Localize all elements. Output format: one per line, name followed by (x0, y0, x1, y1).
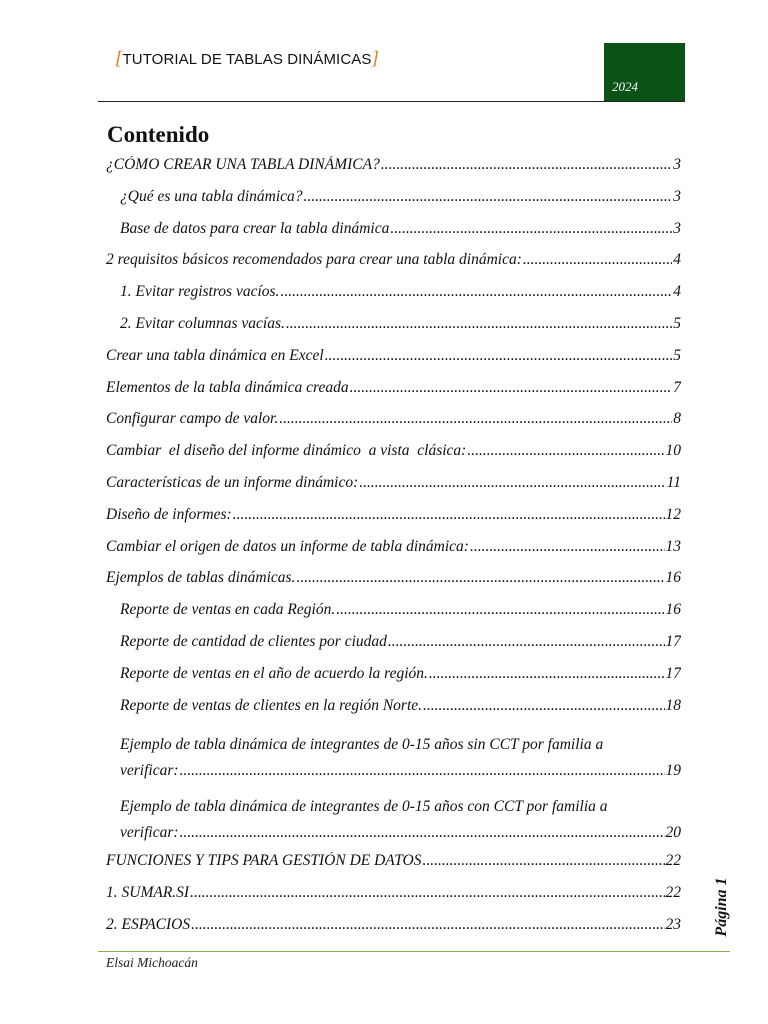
toc-entry-text: FUNCIONES Y TIPS PARA GESTIÓN DE DATOS (106, 852, 422, 870)
toc-leader-dots (286, 315, 672, 333)
toc-entry[interactable] (106, 442, 681, 474)
footer-divider (98, 951, 730, 952)
toc-heading: Contenido (107, 122, 210, 147)
toc-page-number: 16 (665, 569, 681, 587)
toc-entry-text: Configurar campo de valor. (106, 410, 279, 428)
toc-page-number: 4 (673, 283, 681, 301)
toc-entry[interactable] (106, 538, 681, 570)
toc-leader-dots (191, 916, 664, 934)
toc-page-number: 19 (665, 762, 681, 780)
toc-leader-dots (429, 665, 665, 683)
toc-page-number: 3 (673, 187, 681, 205)
toc-entry-text: 2 requisitos básicos recomendados para crear una tabla dinámica: (106, 251, 522, 269)
toc-page-number: 11 (666, 473, 681, 491)
toc-page-number: 3 (673, 219, 681, 237)
toc-entry-text-continued: verificar: (120, 762, 179, 780)
toc-entry-text-continued: verificar: (120, 824, 179, 842)
toc-entry-text: Reporte de ventas en el año de acuerdo la región. (120, 664, 428, 682)
toc-page-number: 8 (673, 410, 681, 428)
toc-entry[interactable] (106, 697, 681, 729)
toc-entry-text: Crear una tabla dinámica en Excel (106, 346, 324, 364)
toc-page-number: 22 (665, 884, 681, 902)
toc-leader-dots (279, 410, 672, 428)
toc-page-number: 17 (665, 664, 681, 682)
table-of-contents (106, 156, 681, 948)
header-divider (98, 101, 685, 102)
toc-leader-dots (280, 283, 672, 301)
toc-page-number: 22 (665, 852, 681, 870)
toc-leader-dots (180, 758, 665, 784)
toc-entry[interactable] (106, 156, 681, 188)
toc-page-number: 16 (665, 601, 681, 619)
toc-entry[interactable] (106, 283, 681, 315)
toc-leader-dots (470, 538, 665, 556)
toc-entry[interactable] (106, 601, 681, 633)
toc-page-number: 20 (665, 824, 681, 842)
toc-entry[interactable] (106, 379, 681, 411)
toc-entry[interactable] (106, 665, 681, 697)
toc-entry[interactable] (106, 410, 681, 442)
toc-page-number: 13 (665, 537, 681, 555)
document-header-title (115, 48, 379, 70)
toc-page-number: 5 (673, 346, 681, 364)
toc-page-number: 23 (665, 915, 681, 933)
toc-leader-dots (336, 601, 664, 619)
toc-entry[interactable] (106, 569, 681, 601)
toc-leader-dots (350, 379, 673, 397)
toc-entry-text: 1. Evitar registros vacíos. (120, 283, 280, 301)
toc-entry[interactable] (106, 220, 681, 252)
toc-entry-text: Diseño de informes: (106, 505, 232, 523)
toc-leader-dots (523, 251, 672, 269)
toc-entry-text: Elementos de la tabla dinámica creada (106, 378, 349, 396)
toc-leader-dots (233, 506, 665, 524)
toc-leader-dots (180, 820, 665, 846)
toc-leader-dots (359, 474, 665, 492)
toc-entry[interactable] (106, 916, 681, 948)
toc-leader-dots (467, 442, 664, 460)
toc-entry[interactable] (106, 315, 681, 347)
page-number-label: Página 1 (713, 877, 730, 937)
toc-entry-text: 2. Evitar columnas vacías. (120, 314, 285, 332)
toc-entry-text: Reporte de ventas de clientes en la región Norte. (120, 696, 423, 714)
toc-page-number: 4 (673, 251, 681, 269)
toc-page-number: 12 (665, 505, 681, 523)
toc-leader-dots (423, 697, 664, 715)
toc-entry-text: Reporte de ventas en cada Región. (120, 601, 336, 619)
toc-leader-dots (296, 569, 664, 587)
header-title-text: TUTORIAL DE TABLAS DINÁMICAS (122, 51, 372, 68)
toc-entry-text: Ejemplo de tabla dinámica de integrantes de 0-15 años sin CCT por familia a (120, 736, 604, 754)
toc-leader-dots (325, 347, 673, 365)
bracket-open: [ (115, 48, 123, 69)
toc-entry-text: Base de datos para crear la tabla dinámica (120, 219, 390, 237)
toc-entry[interactable] (106, 728, 681, 784)
toc-entry-text: Características de un informe dinámico: (106, 473, 359, 491)
toc-entry[interactable] (106, 852, 681, 884)
toc-leader-dots (381, 156, 672, 174)
toc-entry[interactable] (106, 884, 681, 916)
toc-entry[interactable] (106, 506, 681, 538)
toc-page-number: 10 (665, 442, 681, 460)
footer-author: Elsai Michoacán (106, 955, 198, 970)
bracket-close: ] (371, 48, 379, 69)
toc-page-number: 5 (673, 314, 681, 332)
toc-entry[interactable] (106, 188, 681, 220)
toc-entry[interactable] (106, 474, 681, 506)
toc-entry[interactable] (106, 251, 681, 283)
toc-page-number: 3 (673, 156, 681, 173)
year-label: 2024 (612, 79, 638, 94)
toc-leader-dots (422, 852, 664, 870)
toc-entry[interactable] (106, 347, 681, 379)
toc-entry-text: Cambiar el diseño del informe dinámico a vista clásica: (106, 442, 467, 460)
toc-page-number: 17 (665, 632, 681, 650)
toc-entry-text: Cambiar el origen de datos un informe de tabla dinámica: (106, 537, 469, 555)
toc-entry-text: 2. ESPACIOS (106, 915, 191, 933)
toc-leader-dots (388, 633, 665, 651)
toc-leader-dots (304, 188, 673, 206)
toc-entry-text: ¿Qué es una tabla dinámica? (120, 187, 303, 205)
toc-entry-text: Reporte de cantidad de clientes por ciudad (120, 632, 387, 650)
toc-entry[interactable] (106, 633, 681, 665)
toc-entry[interactable] (106, 790, 681, 846)
toc-page-number: 18 (665, 696, 681, 714)
year-box (604, 43, 685, 102)
toc-entry-text: 1. SUMAR.SI (106, 884, 190, 902)
toc-page-number: 7 (673, 378, 681, 396)
toc-entry-text: Ejemplos de tablas dinámicas. (106, 569, 296, 587)
toc-leader-dots (190, 884, 664, 902)
toc-entry-text: Ejemplo de tabla dinámica de integrantes de 0-15 años con CCT por familia a (120, 798, 608, 816)
toc-entry-text: ¿CÓMO CREAR UNA TABLA DINÁMICA? (106, 156, 380, 173)
toc-leader-dots (390, 220, 672, 238)
